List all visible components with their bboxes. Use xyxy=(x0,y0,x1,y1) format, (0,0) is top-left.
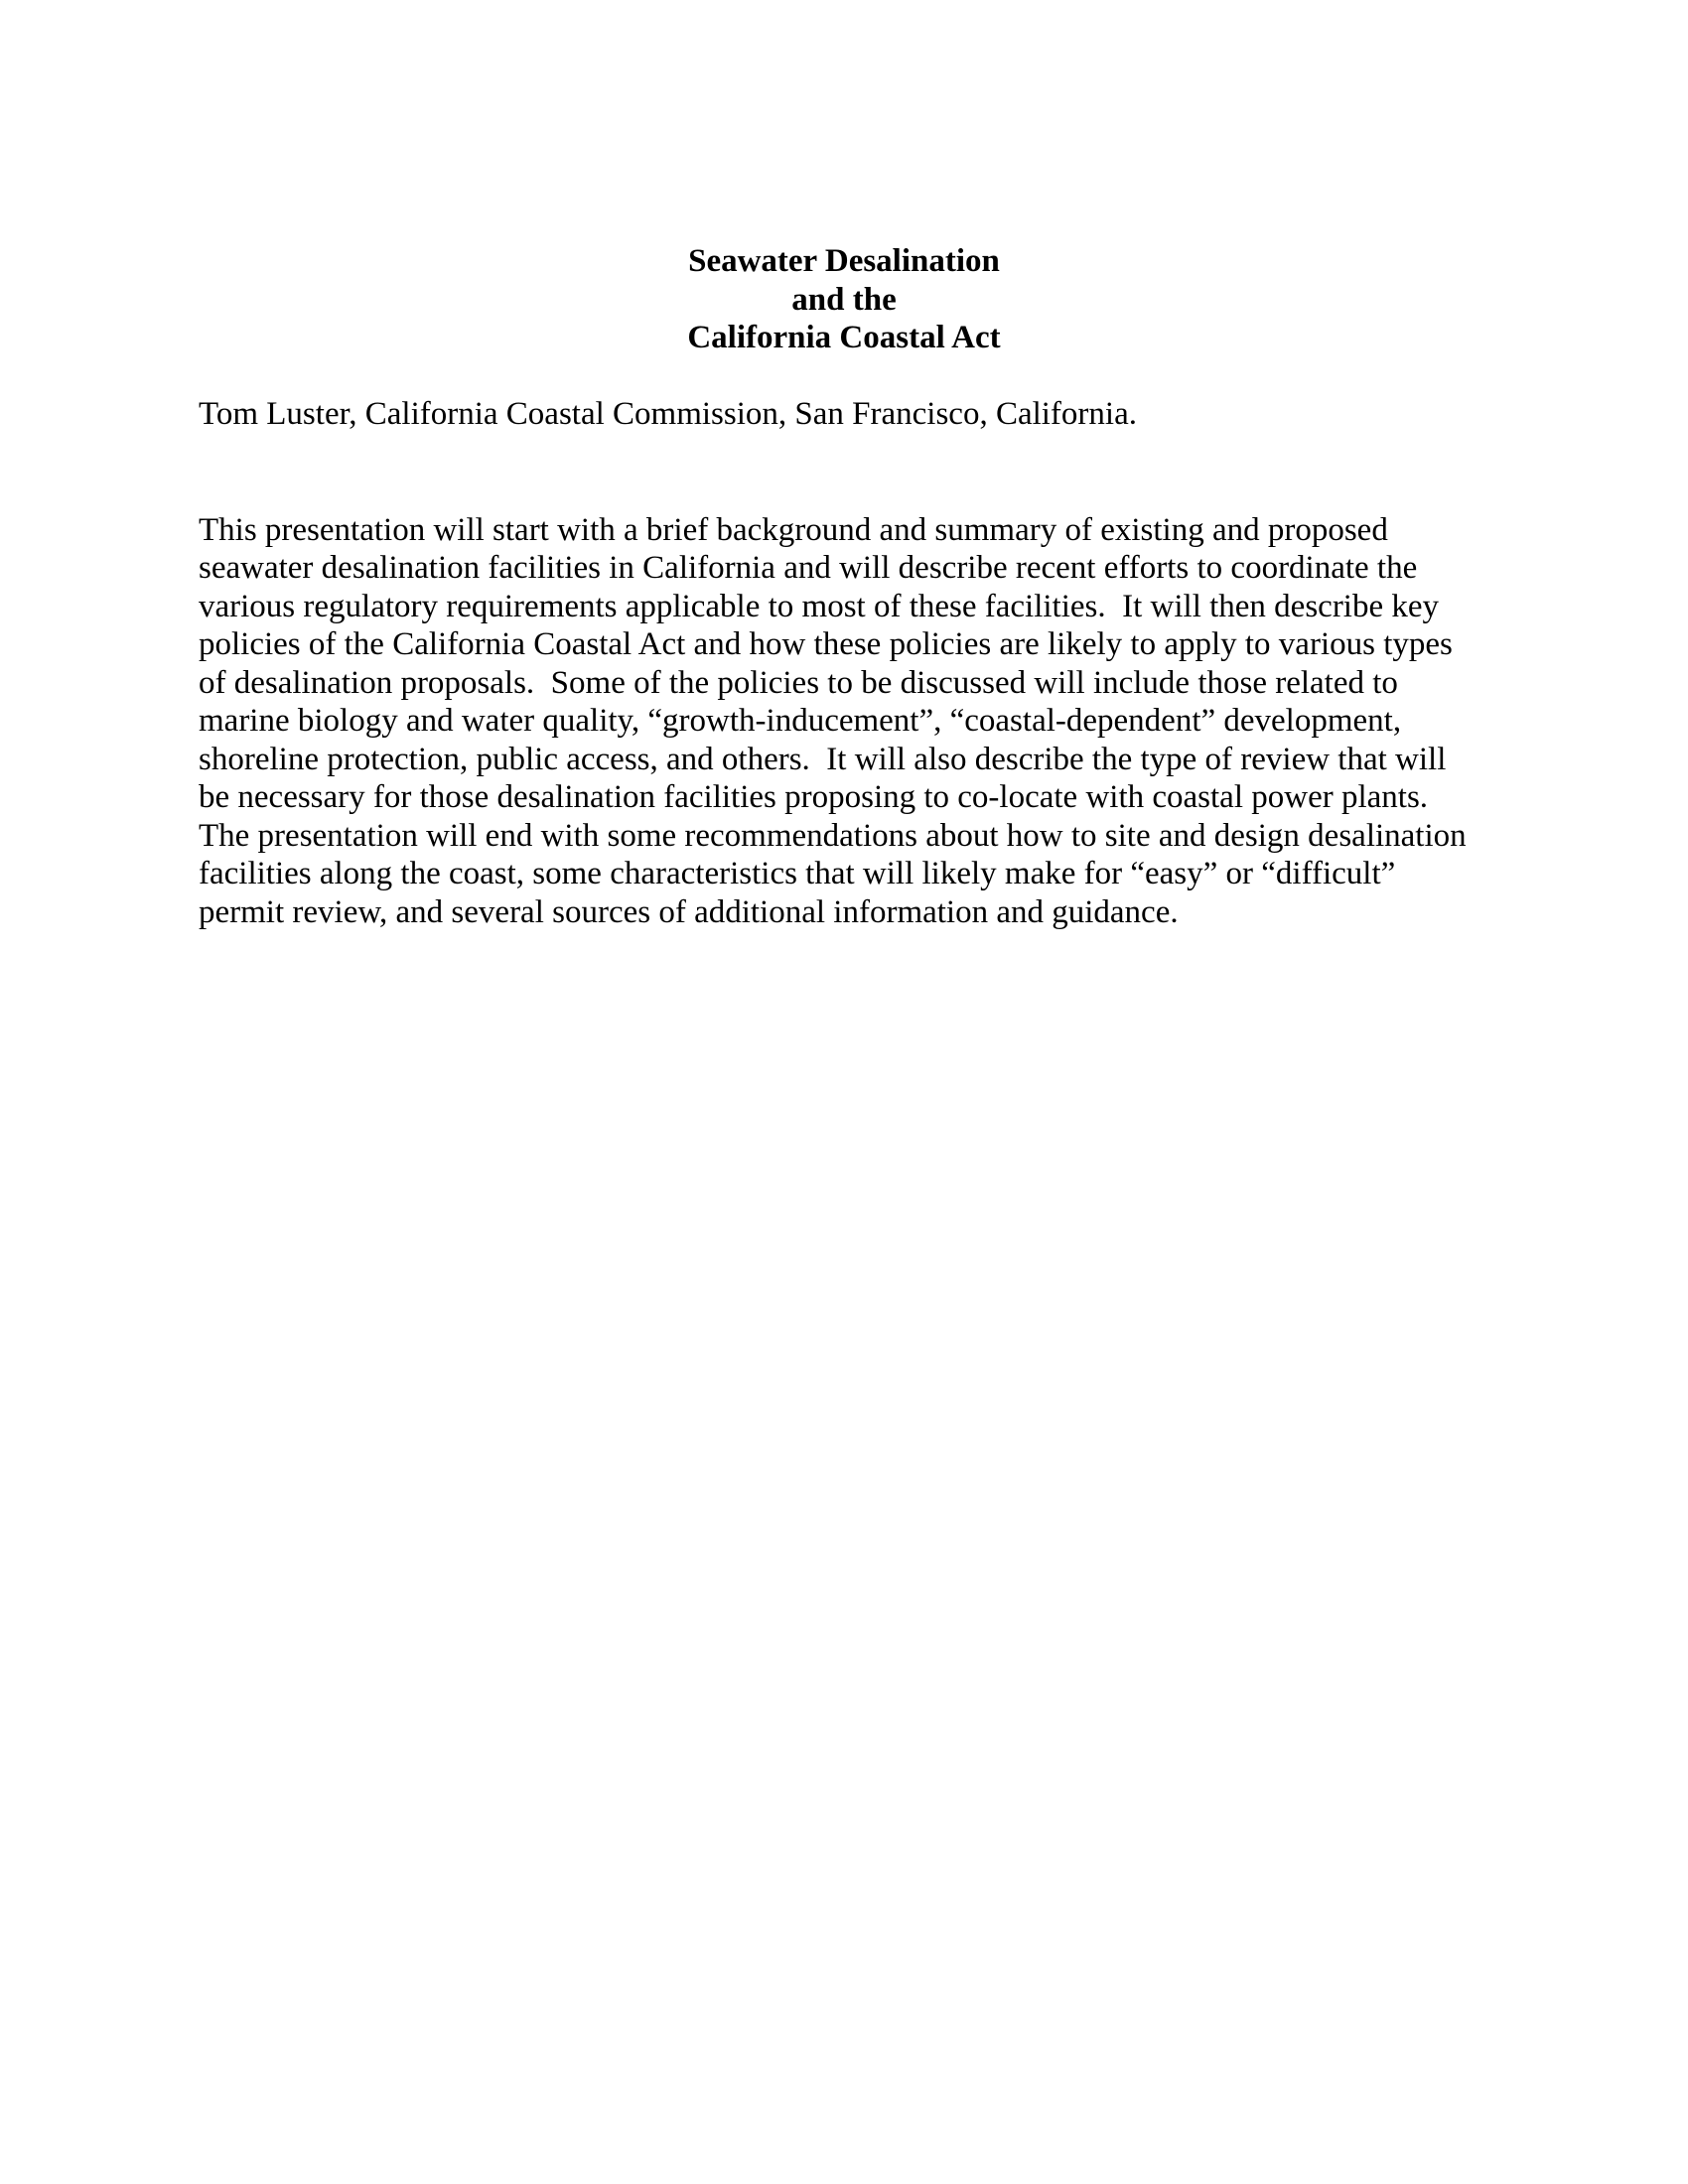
abstract-paragraph xyxy=(199,511,1489,932)
abstract-line: policies of the California Coastal Act and how these policies are likely to apply to various types xyxy=(199,626,1453,662)
abstract-line: seawater desalination facilities in California and will describe recent efforts to coordinate the xyxy=(199,550,1418,586)
abstract-line: facilities along the coast, some characteristics that will likely make for “easy” or “difficult” xyxy=(199,856,1396,891)
document-title xyxy=(199,0,1489,357)
abstract-line: This presentation will start with a brief background and summary of existing and proposed xyxy=(199,511,1388,548)
author-line: Tom Luster, California Coastal Commission, San Francisco, California. xyxy=(199,396,1137,432)
abstract-line: be necessary for those desalination facilities proposing to co-locate with coastal power plants. xyxy=(199,779,1429,815)
abstract-line: marine biology and water quality, “growth-inducement”, “coastal-dependent” development, xyxy=(199,703,1402,739)
abstract-line: shoreline protection, public access, and others. It will also describe the type of review that will xyxy=(199,741,1447,777)
abstract-line: The presentation will end with some recommendations about how to site and design desalination xyxy=(199,817,1467,854)
title-line-3: California Coastal Act xyxy=(687,320,1001,355)
abstract-line: permit review, and several sources of additional information and guidance. xyxy=(199,893,1179,930)
title-line-1: Seawater Desalination xyxy=(688,243,1000,279)
title-line-2: and the xyxy=(791,281,897,318)
abstract-line: of desalination proposals. Some of the policies to be discussed will include those related to xyxy=(199,664,1398,701)
page-content xyxy=(0,0,1688,931)
abstract-line: various regulatory requirements applicable to most of these facilities. It will then describe key xyxy=(199,588,1440,624)
